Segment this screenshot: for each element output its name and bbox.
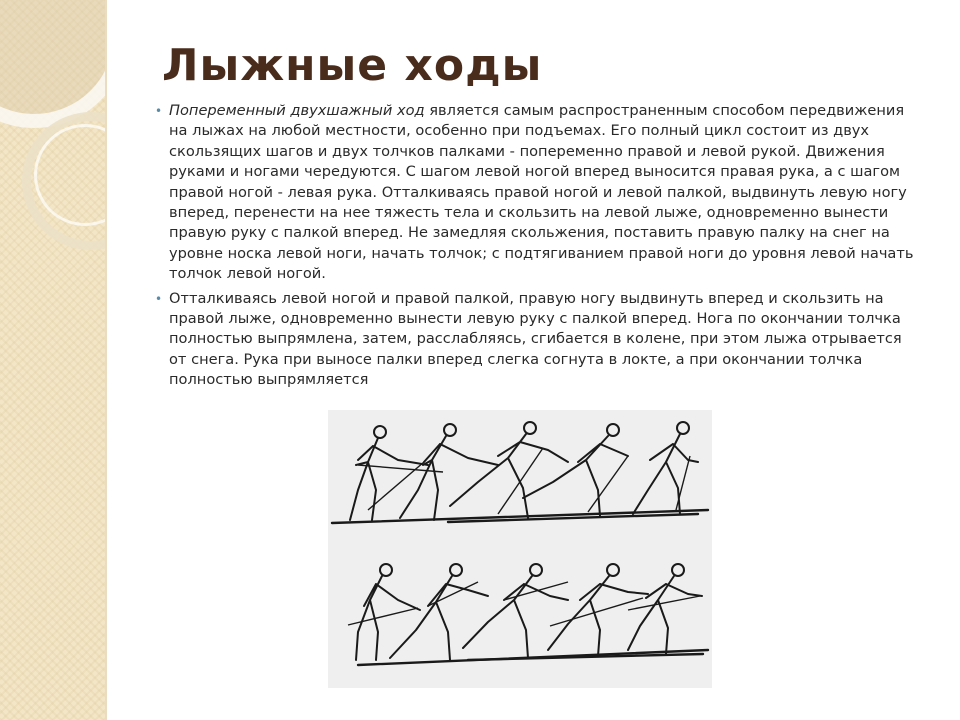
skier-figure — [348, 564, 420, 660]
slide-body — [155, 101, 915, 395]
paragraph-lead-term: Попеременный двухшажный ход — [169, 102, 425, 119]
skier-figure — [628, 564, 702, 654]
skier-figure — [633, 422, 698, 514]
skier-figure — [368, 424, 498, 520]
skiers-sequence-illustration-icon — [328, 410, 712, 688]
skier-figure — [350, 426, 443, 520]
paragraph-text: является самым распространенным способом передвижения на лыжах на любой местности, особенно при подъемах. Его полный цикл состоит из двух скользящих шагов и двух толчков палками - попеременно правой и левой рукой. Движения руками и ногами чередуются. С шагом левой ногой вперед выносится правая рука, а с шагом правой ногой - левая рука. Отталкиваясь правой ногой и левой палкой, выдвинуть левую ногу вперед, перенести на нее тяжесть тела и скользить на левой лыже, одновременно вынести правую руку с палкой вперед. Не замедляя скольжения, поставить правую палку на снег на уровне носка левой ноги, начать толчок; с подтягиванием правой ноги до уровня левой начать толчок левой ногой. — [169, 102, 914, 283]
skier-figure — [523, 424, 628, 516]
bullet-paragraph-1 — [155, 101, 915, 285]
decorative-side-band — [0, 0, 105, 720]
decorative-ring — [0, 0, 105, 128]
bullet-icon: • — [155, 104, 163, 118]
slide-title: Лыжные ходы — [162, 40, 543, 91]
paragraph-text: Отталкиваясь левой ногой и правой палкой, правую ногу выдвинуть вперед и скользить на правой лыже, одновременно вынести левую руку с палкой вперед. Нога по окончании толчка полностью выпрямлена, затем, расслабляясь, сгибается в колене, при этом лыжа отрывается от снега. Рука при выносе палки вперед слегка согнута в локте, а при окончании толчка полностью выпрямляется — [169, 289, 902, 389]
skier-row-bottom — [348, 564, 708, 665]
skier-figure — [450, 422, 568, 518]
side-band-edge — [105, 0, 107, 720]
skier-row-top — [332, 422, 708, 523]
bullet-paragraph-2 — [155, 289, 915, 391]
skiing-technique-figure — [328, 410, 712, 688]
skier-figure — [390, 564, 488, 660]
bullet-icon: • — [155, 291, 163, 306]
